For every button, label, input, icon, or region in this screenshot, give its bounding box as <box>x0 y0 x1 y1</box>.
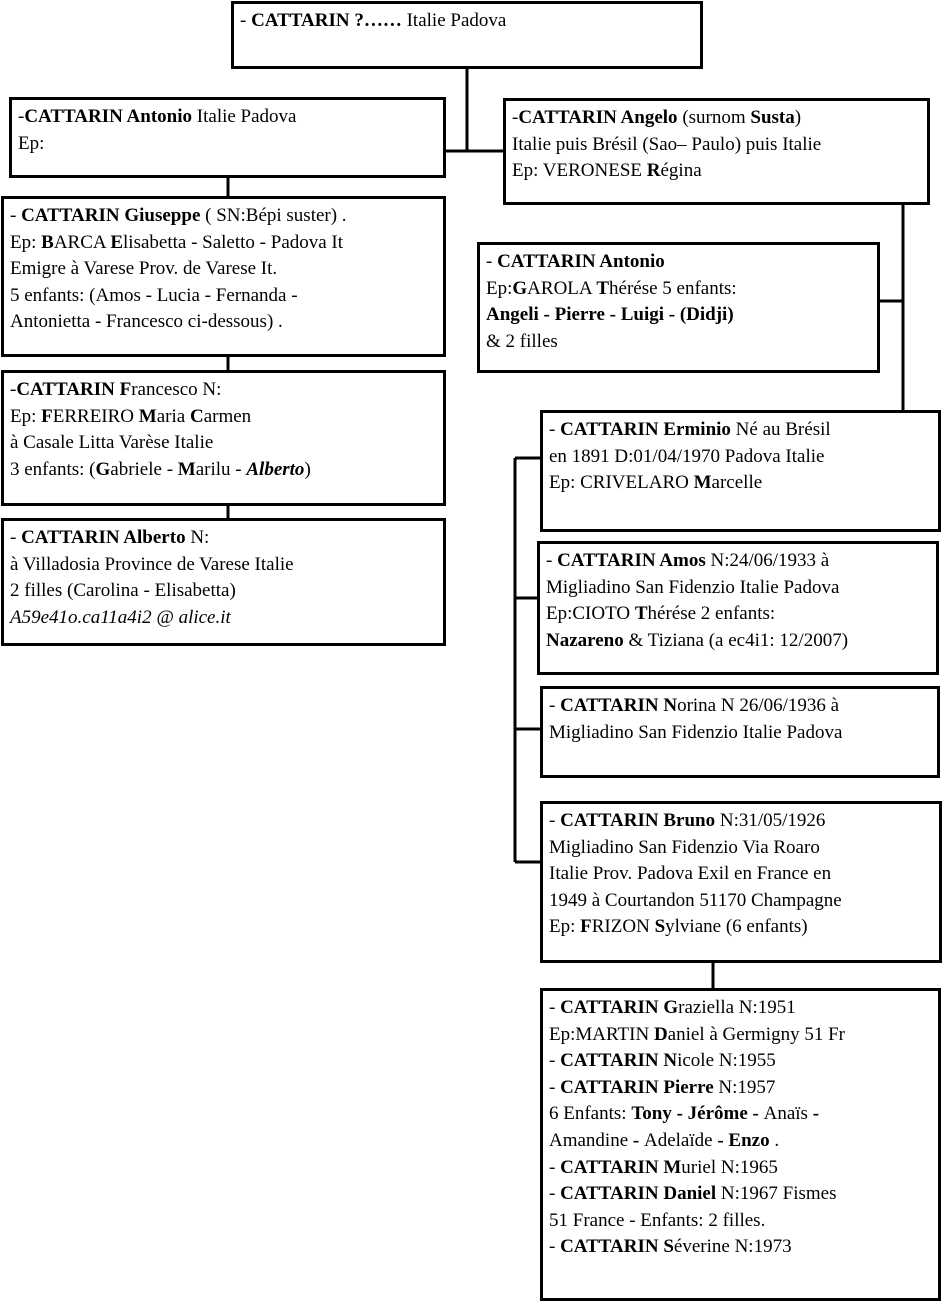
text-segment: CATTARIN N <box>560 1050 678 1072</box>
text-segment: G <box>512 277 528 299</box>
text-line <box>549 1101 938 1128</box>
text-segment: arcelle <box>711 472 763 494</box>
text-segment: Ep: CRIVELARO <box>549 472 694 494</box>
text-segment: 3 enfants: ( <box>10 458 96 480</box>
text-segment: T <box>634 603 648 625</box>
text-segment: CATTARIN Antonio <box>497 251 665 272</box>
text-line <box>549 1022 938 1049</box>
text-segment: E <box>110 231 124 253</box>
text-line <box>549 1075 938 1102</box>
text-segment: Nazareno <box>546 629 624 651</box>
text-segment: Alberto <box>246 458 305 480</box>
text-segment: Ep:MARTIN <box>549 1023 654 1045</box>
person-box-giuseppe <box>1 196 446 357</box>
text-segment: Angeli - Pierre - Luigi - (Didji) <box>486 304 734 326</box>
text-line <box>10 230 443 257</box>
text-segment: Antonietta - Francesco ci-dessous) . <box>10 311 283 333</box>
text-line <box>10 578 443 605</box>
text-line <box>549 693 937 720</box>
text-segment: hérése 5 enfants: <box>609 277 737 299</box>
text-segment: Ep: <box>486 277 513 299</box>
text-segment: M <box>177 458 196 480</box>
text-segment: Ep: <box>10 405 42 427</box>
text-segment: à Casale Litta Varèse Italie <box>10 432 214 454</box>
text-segment: 2 filles (Carolina - Elisabetta) <box>10 580 236 602</box>
text-segment: - <box>549 1183 561 1205</box>
text-line <box>549 1208 938 1235</box>
text-segment: CATTARIN N <box>560 695 678 716</box>
text-segment: & Tiziana (a ec4i1: 12/2007) <box>623 629 849 651</box>
text-segment: Anaïs <box>763 1103 813 1125</box>
person-box-amos <box>537 541 939 675</box>
text-line <box>549 1234 938 1261</box>
text-line <box>546 601 936 628</box>
text-segment: & 2 filles <box>486 330 558 352</box>
text-line <box>18 131 443 158</box>
text-segment: - <box>632 1129 644 1151</box>
text-segment: - <box>549 997 561 1018</box>
text-line <box>10 283 443 310</box>
text-segment: éverine N:1973 <box>673 1236 792 1258</box>
text-segment: - <box>10 527 22 548</box>
text-line <box>546 628 936 655</box>
person-box-angelo <box>503 98 930 205</box>
text-segment: Ep: <box>10 231 42 253</box>
text-line <box>549 1155 938 1182</box>
text-segment: ERREIRO <box>52 405 139 427</box>
text-segment: CATTARIN F <box>16 379 132 400</box>
text-segment: (surnom <box>677 107 751 128</box>
text-segment: égina <box>660 160 702 182</box>
text-line <box>10 309 443 336</box>
text-segment: lisabetta - Saletto - Padova It <box>123 231 344 253</box>
text-line <box>549 470 938 497</box>
text-line <box>549 888 939 915</box>
text-line <box>549 720 937 747</box>
text-line <box>486 329 877 356</box>
text-segment: CATTARIN Amos <box>557 550 706 571</box>
text-line <box>546 575 936 602</box>
text-segment: raziella N:1951 <box>678 997 796 1018</box>
text-segment: - <box>512 107 519 128</box>
person-box-francesco <box>1 370 446 506</box>
text-line <box>549 1181 938 1208</box>
text-line <box>10 605 443 632</box>
text-segment: CATTARIN G <box>560 997 679 1018</box>
text-line <box>486 276 877 303</box>
text-segment: - <box>549 695 561 716</box>
text-segment: N:1967 Fismes <box>716 1183 837 1205</box>
text-line <box>240 8 700 35</box>
person-box-alberto <box>1 518 446 646</box>
text-line <box>549 1128 938 1155</box>
text-segment: - <box>240 10 252 31</box>
text-line <box>10 457 443 484</box>
text-segment: armen <box>203 405 252 427</box>
text-segment: Emigre à Varese Prov. de Varese It. <box>10 258 278 280</box>
text-line <box>512 105 927 132</box>
text-line <box>486 302 877 329</box>
text-segment: Ep: <box>18 132 45 154</box>
person-box-erminio <box>540 410 941 532</box>
text-segment: D <box>653 1023 668 1045</box>
text-segment: - <box>486 251 498 272</box>
text-segment: - <box>18 106 25 127</box>
text-segment: CATTARIN ?…… <box>251 10 402 31</box>
text-segment: - <box>549 419 561 440</box>
text-segment: S <box>654 916 666 938</box>
text-segment: CATTARIN Giuseppe <box>21 205 201 226</box>
text-segment: R <box>646 160 661 182</box>
text-segment: B <box>41 231 54 253</box>
text-line <box>549 835 939 862</box>
text-segment: CATTARIN Daniel <box>560 1183 717 1205</box>
text-line <box>512 158 927 185</box>
text-segment: Adelaïde <box>643 1129 718 1151</box>
person-box-bruno <box>540 801 942 963</box>
text-segment: en 1891 D:01/04/1970 Padova Italie <box>549 445 825 467</box>
text-segment: M <box>138 405 157 427</box>
text-segment: CATTARIN Bruno <box>560 810 716 831</box>
text-segment: abriele - <box>110 458 178 480</box>
text-segment: à Villadosia Province de Varese Italie <box>10 553 294 575</box>
text-line <box>549 1048 938 1075</box>
text-segment: uriel N:1965 <box>681 1156 778 1178</box>
person-box-norina <box>540 686 940 778</box>
text-segment: orina N 26/06/1936 à <box>677 695 840 716</box>
text-segment: 1949 à Courtandon 51170 Champagne <box>549 889 842 911</box>
text-segment: Migliadino San Fidenzio Italie Padova <box>549 721 843 743</box>
text-segment: arilu - <box>195 458 247 480</box>
person-box-bruno-children <box>540 988 941 1301</box>
text-segment: ylviane (6 enfants) <box>665 916 808 938</box>
text-segment: - <box>549 1050 561 1072</box>
text-segment: M <box>693 472 712 494</box>
text-line <box>10 552 443 579</box>
text-line <box>10 430 443 457</box>
text-segment: G <box>95 458 111 480</box>
text-segment: - <box>546 550 558 571</box>
text-segment: N: <box>185 527 210 548</box>
text-segment: Tony - Jérôme - <box>631 1103 764 1125</box>
person-box-antonio-son <box>477 242 880 373</box>
text-segment: CATTARIN S <box>560 1236 674 1258</box>
text-line <box>486 249 877 276</box>
text-line <box>549 914 939 941</box>
text-segment: CATTARIN Alberto <box>21 527 186 548</box>
text-segment: Né au Brésil <box>730 419 831 440</box>
text-segment: Ep: VERONESE <box>512 160 647 182</box>
text-segment: hérése 2 enfants: <box>647 603 776 625</box>
person-box-antonio-father <box>9 97 446 178</box>
text-segment: N:1957 <box>713 1076 776 1098</box>
text-segment: - <box>10 379 17 400</box>
text-segment: ) <box>304 458 311 480</box>
text-segment: ) <box>794 107 802 128</box>
text-segment: Ep:CIOTO <box>546 603 635 625</box>
text-line <box>512 132 927 159</box>
text-segment: CATTARIN Erminio <box>560 419 731 440</box>
text-line <box>549 444 938 471</box>
person-box-root <box>231 1 703 69</box>
text-line <box>10 377 443 404</box>
text-line <box>549 995 938 1022</box>
text-line <box>18 104 443 131</box>
text-segment: CATTARIN Pierre <box>560 1076 714 1098</box>
text-segment: C <box>189 405 204 427</box>
text-segment: icole N:1955 <box>677 1050 776 1072</box>
text-segment: CATTARIN M <box>560 1156 682 1178</box>
text-segment: Ep: <box>549 916 581 938</box>
text-segment: Migliadino San Fidenzio Italie Padova <box>546 576 840 598</box>
text-line <box>10 203 443 230</box>
text-line <box>549 861 939 888</box>
text-line <box>10 525 443 552</box>
text-segment: - Enzo <box>717 1129 770 1151</box>
text-segment: CATTARIN Antonio <box>24 106 193 127</box>
text-segment: T <box>596 277 610 299</box>
text-segment: 51 France - Enfants: 2 filles. <box>549 1209 766 1231</box>
text-segment: aria <box>156 405 190 427</box>
text-segment: rancesco N: <box>131 379 222 400</box>
text-segment: - <box>549 810 561 831</box>
text-segment: ( SN:Bépi suster) . <box>200 205 347 226</box>
text-segment: Migliadino San Fidenzio Via Roaro <box>549 836 820 858</box>
text-line <box>549 808 939 835</box>
text-segment: Susta <box>750 107 795 128</box>
text-segment: - <box>812 1103 820 1125</box>
text-segment: F <box>41 405 53 427</box>
text-segment: 6 Enfants: <box>549 1103 632 1125</box>
text-segment: AROLA <box>527 277 597 299</box>
text-segment: - <box>549 1076 561 1098</box>
text-line <box>10 404 443 431</box>
text-line <box>10 256 443 283</box>
text-segment: - <box>10 205 22 226</box>
text-segment: A59e41o.ca11a4i2 @ alice.it <box>10 606 231 628</box>
text-segment: 5 enfants: (Amos - Lucia - Fernanda - <box>10 284 298 306</box>
text-segment: Italie Prov. Padova Exil en France en <box>549 863 832 885</box>
text-segment: Amandine <box>549 1129 633 1151</box>
text-line <box>546 548 936 575</box>
text-segment: - <box>549 1236 561 1258</box>
text-segment: Italie Padova <box>401 10 507 31</box>
text-segment: N:31/05/1926 <box>715 810 826 831</box>
text-segment: N:24/06/1933 à <box>705 550 830 571</box>
text-segment: RIZON <box>591 916 655 938</box>
text-segment: - <box>549 1156 561 1178</box>
text-segment: Italie Padova <box>192 106 297 127</box>
text-segment: CATTARIN Angelo <box>518 107 678 128</box>
text-segment: Italie puis Brésil (Sao– Paulo) puis Italie <box>512 133 822 155</box>
text-segment: F <box>580 916 592 938</box>
text-segment: . <box>769 1129 780 1151</box>
text-segment: ARCA <box>53 231 111 253</box>
text-line <box>549 417 938 444</box>
text-segment: aniel à Germigny 51 Fr <box>667 1023 845 1045</box>
